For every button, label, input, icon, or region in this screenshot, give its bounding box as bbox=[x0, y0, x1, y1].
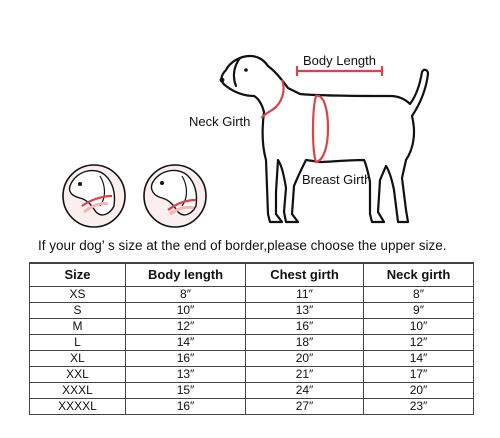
body-length-cell: 16″ bbox=[126, 399, 246, 415]
size-cell: XL bbox=[30, 351, 126, 367]
header-size: Size bbox=[30, 263, 126, 287]
body-length-cell: 13″ bbox=[126, 367, 246, 383]
dog-silhouette-icon bbox=[220, 56, 428, 222]
neck-girth-cell: 12″ bbox=[364, 335, 474, 351]
chest-girth-cell: 24″ bbox=[246, 383, 364, 399]
neck-girth-cell: 17″ bbox=[364, 367, 474, 383]
dog-head-neck-measure-icon-2 bbox=[144, 165, 206, 227]
neck-girth-cell: 8″ bbox=[364, 287, 474, 303]
table-row bbox=[30, 383, 474, 399]
table-header-row bbox=[30, 263, 474, 287]
size-cell: L bbox=[30, 335, 126, 351]
size-cell: XS bbox=[30, 287, 126, 303]
dog-head-neck-measure-icon bbox=[63, 165, 125, 227]
chest-girth-cell: 11″ bbox=[246, 287, 364, 303]
body-length-cell: 12″ bbox=[126, 319, 246, 335]
size-cell: XXL bbox=[30, 367, 126, 383]
size-cell: XXXL bbox=[30, 383, 126, 399]
body-length-cell: 8″ bbox=[126, 287, 246, 303]
chest-girth-cell: 16″ bbox=[246, 319, 364, 335]
chest-girth-cell: 21″ bbox=[246, 367, 364, 383]
size-cell: M bbox=[30, 319, 126, 335]
size-cell: S bbox=[30, 303, 126, 319]
chest-girth-cell: 13″ bbox=[246, 303, 364, 319]
table-row bbox=[30, 303, 474, 319]
neck-girth-cell: 14″ bbox=[364, 351, 474, 367]
header-chest-girth: Chest girth bbox=[246, 263, 364, 287]
header-body-length: Body length bbox=[126, 263, 246, 287]
chest-girth-cell: 27″ bbox=[246, 399, 364, 415]
neck-girth-label: Neck Girth bbox=[189, 114, 251, 129]
neck-girth-cell: 9″ bbox=[364, 303, 474, 319]
body-length-cell: 14″ bbox=[126, 335, 246, 351]
table-row bbox=[30, 335, 474, 351]
neck-girth-cell: 20″ bbox=[364, 383, 474, 399]
sizing-note: If your dog’ s size at the end of border,please choose the upper size. bbox=[38, 238, 447, 253]
table-row bbox=[30, 287, 474, 303]
body-length-cell: 16″ bbox=[126, 351, 246, 367]
table-row bbox=[30, 399, 474, 415]
table-row bbox=[30, 367, 474, 383]
body-length-cell: 15″ bbox=[126, 383, 246, 399]
size-table bbox=[29, 262, 474, 415]
neck-girth-cell: 10″ bbox=[364, 319, 474, 335]
table-row bbox=[30, 319, 474, 335]
header-neck-girth: Neck girth bbox=[364, 263, 474, 287]
breast-girth-label: Breast Girth bbox=[302, 172, 372, 187]
table-row bbox=[30, 351, 474, 367]
size-cell: XXXXL bbox=[30, 399, 126, 415]
body-length-cell: 10″ bbox=[126, 303, 246, 319]
chest-girth-cell: 18″ bbox=[246, 335, 364, 351]
body-length-label: Body Length bbox=[303, 53, 377, 68]
neck-girth-cell: 23″ bbox=[364, 399, 474, 415]
chest-girth-cell: 20″ bbox=[246, 351, 364, 367]
